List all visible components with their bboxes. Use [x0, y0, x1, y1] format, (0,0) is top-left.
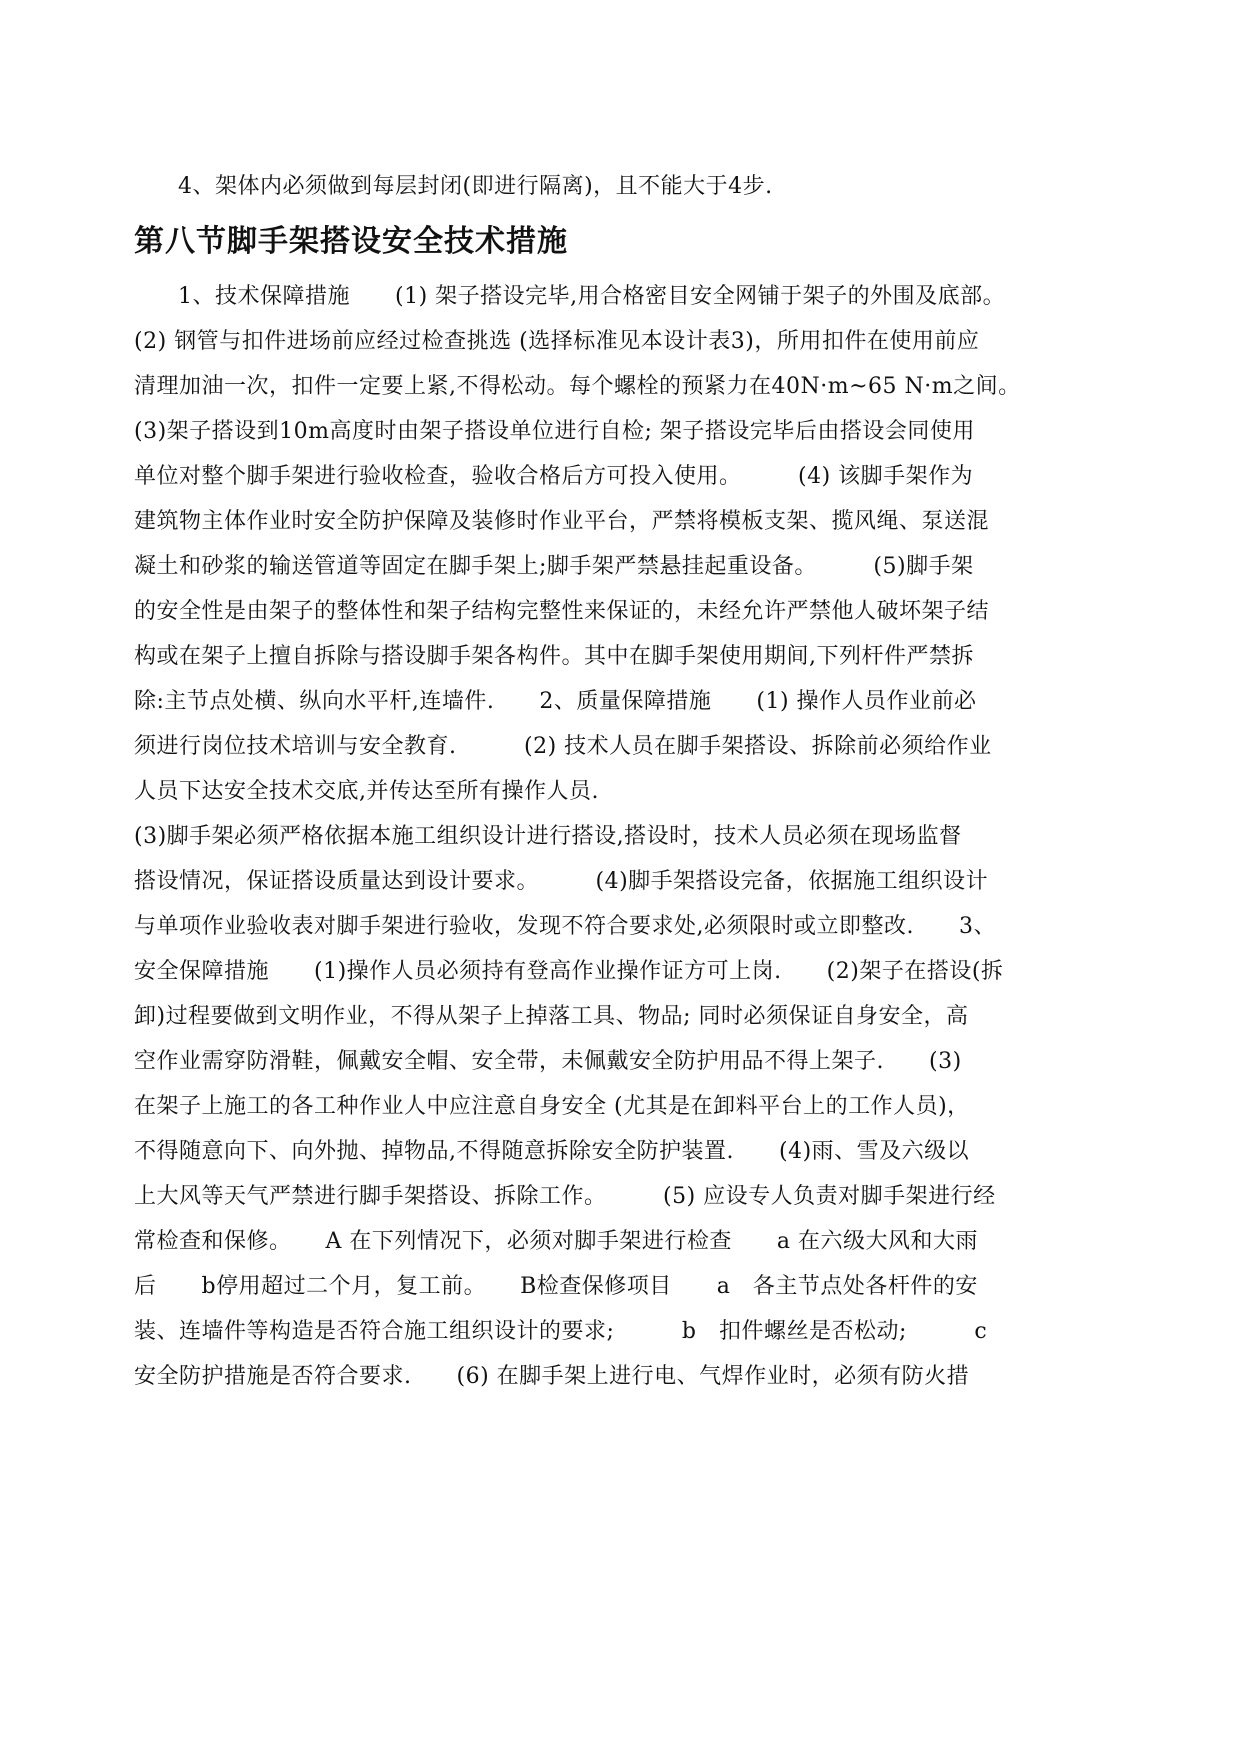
body-line: 不得随意向下、向外抛、掉物品,不得随意拆除安全防护装置. (4)雨、雪及六级以 — [134, 1139, 970, 1164]
body-line: 单位对整个脚手架进行验收检查，验收合格后方可投入使用。 (4) 该脚手架作为 — [134, 464, 974, 489]
body-line: 卸)过程要做到文明作业，不得从架子上掉落工具、物品; 同时必须保证自身安全，高 — [134, 1004, 969, 1029]
body-line: 装、连墙件等构造是否符合施工组织设计的要求; b 扣件螺丝是否松动; c — [134, 1319, 988, 1344]
body-line: 构或在架子上擅自拆除与搭设脚手架各构件。其中在脚手架使用期间,下列杆件严禁拆 — [134, 644, 974, 669]
body-line: (3)脚手架必须严格依据本施工组织设计进行搭设,搭设时，技术人员必须在现场监督 — [134, 824, 962, 849]
body-line: 在架子上施工的各工种作业人中应注意自身安全 (尤其是在卸料平台上的工作人员)， — [134, 1094, 970, 1119]
body-line: 安全保障措施 (1)操作人员必须持有登高作业操作证方可上岗. (2)架子在搭设(拆 — [134, 959, 1004, 984]
body-line: 安全防护措施是否符合要求. (6) 在脚手架上进行电、气焊作业时，必须有防火措 — [134, 1364, 970, 1389]
body-line: 与单项作业验收表对脚手架进行验收，发现不符合要求处,必须限时或立即整改. 3、 — [134, 914, 996, 939]
body-line: 后 b停用超过二个月，复工前。 B检查保修项目 a 各主节点处各杆件的安 — [134, 1274, 978, 1299]
intro-line: 4、架体内必须做到每层封闭(即进行隔离)，且不能大于4步. — [178, 174, 773, 199]
body-line: 人员下达安全技术交底,并传达至所有操作人员. — [134, 779, 599, 804]
section-title: 第八节脚手架搭设安全技术措施 — [134, 224, 568, 259]
body-line: 建筑物主体作业时安全防护保障及装修时作业平台，严禁将模板支架、揽风绳、泵送混 — [134, 509, 990, 534]
body-line: 除:主节点处横、纵向水平杆,连墙件. 2、质量保障措施 (1) 操作人员作业前必 — [134, 689, 977, 714]
body-line: 常检查和保修。 A 在下列情况下，必须对脚手架进行检查 a 在六级大风和大雨 — [134, 1229, 978, 1254]
body-line: 的安全性是由架子的整体性和架子结构完整性来保证的，未经允许严禁他人破坏架子结 — [134, 599, 990, 624]
body-line: (3)架子搭设到10m高度时由架子搭设单位进行自检; 架子搭设完毕后由搭设会同使用 — [134, 419, 975, 444]
body-line: 1、技术保障措施 (1) 架子搭设完毕,用合格密目安全网铺于架子的外围及底部。 — [178, 284, 1006, 309]
body-line: 上大风等天气严禁进行脚手架搭设、拆除工作。 (5) 应设专人负责对脚手架进行经 — [134, 1184, 996, 1209]
body-line: 清理加油一次，扣件一定要上紧,不得松动。每个螺栓的预紧力在40N·m~65 N·m之间。 — [134, 374, 1021, 399]
body-line: 须进行岗位技术培训与安全教育. (2) 技术人员在脚手架搭设、拆除前必须给作业 — [134, 734, 992, 759]
body-line: 空作业需穿防滑鞋，佩戴安全帽、安全带，未佩戴安全防护用品不得上架子. (3) — [134, 1049, 962, 1074]
body-line: (2) 钢管与扣件进场前应经过检查挑选 (选择标准见本设计表3)，所用扣件在使用前应 — [134, 329, 980, 354]
body-line: 搭设情况，保证搭设质量达到设计要求。 (4)脚手架搭设完备，依据施工组织设计 — [134, 869, 989, 894]
body-line: 凝土和砂浆的输送管道等固定在脚手架上;脚手架严禁悬挂起重设备。 (5)脚手架 — [134, 554, 974, 579]
